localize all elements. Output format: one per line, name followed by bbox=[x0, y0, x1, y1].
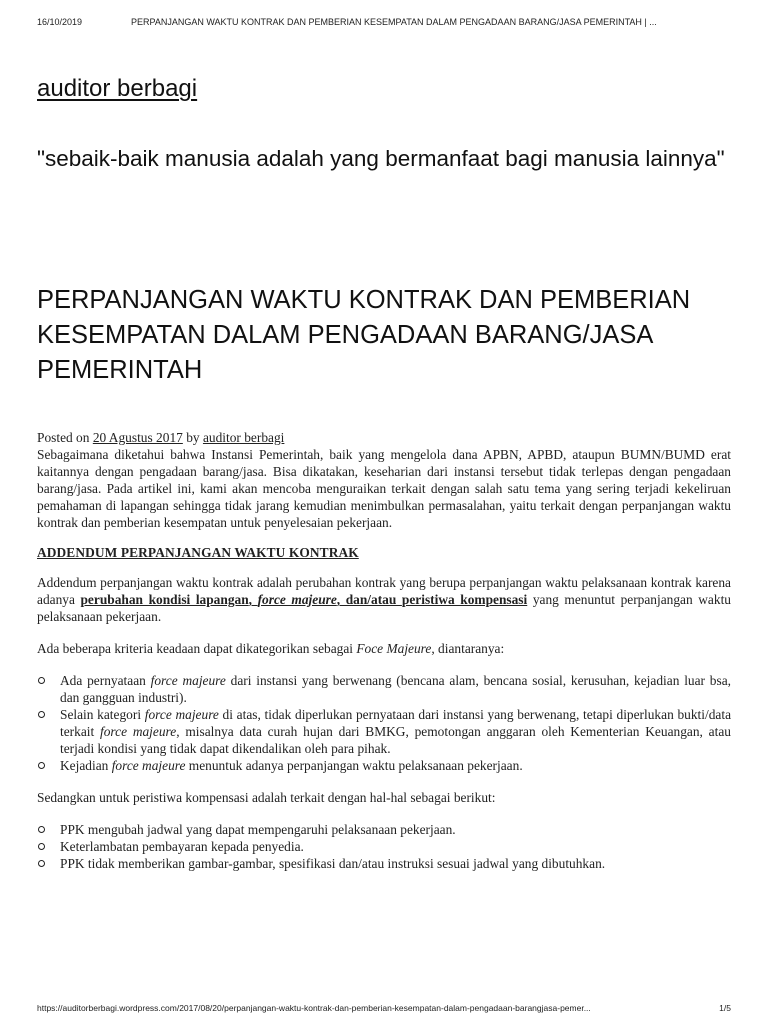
item-text: PPK tidak memberikan gambar-gambar, spesifikasi dan/atau instruksi sesuai jadwal yang dibutuhkan. bbox=[60, 856, 606, 871]
item-text: Kejadian bbox=[60, 758, 112, 773]
post-date-link[interactable]: 20 Agustus 2017 bbox=[92, 430, 183, 445]
post-title: PERPANJANGAN WAKTU KONTRAK DAN PEMBERIAN KESEMPATAN DALAM PENGADAAN BARANG/JASA PEMERINTAH bbox=[37, 286, 691, 384]
addendum-separator-2: , dan/atau bbox=[336, 592, 402, 607]
site-tagline: "sebaik-baik manusia adalah yang bermanfaat bagi manusia lainnya" bbox=[37, 146, 725, 171]
list-item bbox=[37, 838, 731, 855]
addendum-paragraph bbox=[37, 574, 731, 625]
link-perubahan-kondisi-lapangan[interactable]: perubahan kondisi lapangan bbox=[80, 592, 249, 607]
circle-bullet-icon bbox=[38, 826, 45, 833]
list-item bbox=[37, 855, 731, 872]
print-document-title: PERPANJANGAN WAKTU KONTRAK DAN PEMBERIAN KESEMPATAN DALAM PENGADAAN BARANG/JASA PEMERINTAH | ... bbox=[131, 17, 657, 27]
addendum-separator-1: , bbox=[248, 592, 258, 607]
compensation-list bbox=[37, 821, 731, 872]
item-text: Keterlambatan pembayaran kepada penyedia. bbox=[60, 839, 304, 854]
site-title-link[interactable]: auditor berbagi bbox=[37, 75, 198, 102]
print-header bbox=[37, 17, 731, 27]
list-item bbox=[37, 706, 731, 757]
circle-bullet-icon bbox=[38, 677, 45, 684]
item-text: di atas, tidak diperlukan pernyataan dari instansi yang berwenang, tetapi diperlukan bukti/data terkait bbox=[60, 707, 732, 739]
item-italic: force majeure bbox=[144, 707, 219, 722]
print-url: https://auditorberbagi.wordpress.com/2017/08/20/perpanjangan-waktu-kontrak-dan-pemberian-kesempatan-dalam-pengadaan-barangjasa-pemer... bbox=[37, 1003, 591, 1013]
item-italic: force majeure bbox=[111, 758, 186, 773]
criteria-intro-before: Ada beberapa kriteria keadaan dapat dikategorikan sebagai bbox=[37, 641, 357, 656]
compensation-intro: Sedangkan untuk peristiwa kompensasi adalah terkait dengan hal-hal sebagai berikut: bbox=[37, 790, 496, 805]
criteria-intro bbox=[37, 640, 731, 657]
circle-bullet-icon bbox=[38, 860, 45, 867]
circle-bullet-icon bbox=[38, 762, 45, 769]
link-force-majeure[interactable]: force majeure bbox=[257, 592, 337, 607]
list-item bbox=[37, 821, 731, 838]
item-text: PPK mengubah jadwal yang dapat mempengaruhi pelaksanaan pekerjaan. bbox=[60, 822, 456, 837]
criteria-intro-italic: Foce Majeure bbox=[356, 641, 432, 656]
print-page-number: 1/5 bbox=[719, 1003, 731, 1013]
intro-paragraph: Sebagaimana diketahui bahwa Instansi Pemerintah, baik yang mengelola dana APBN, APBD, ataupun BUMN/BUMD erat kaitannya dengan pengadaan barang/jasa. Bisa dikatakan, keseharian dari instansi tersebut tidak terlepas dengan pengadaan barang/jasa. Pada artikel ini, kami akan mencoba menguraikan terkait dengan salah satu tema yang sering terjadi kekeliruan pemahaman di lapangan sehingga tidak jarang kemudian menimbulkan permasalahan, yaitu terkait dengan perpanjangan waktu kontrak dan pemberian kesempatan untuk penyelesaian pekerjaan. bbox=[37, 447, 731, 530]
post-meta bbox=[37, 429, 731, 446]
item-text: menuntuk adanya perpanjangan waktu pelaksanaan pekerjaan. bbox=[185, 758, 523, 773]
link-peristiwa-kompensasi[interactable]: peristiwa kompensasi bbox=[401, 592, 528, 607]
section-heading: ADDENDUM PERPANJANGAN WAKTU KONTRAK bbox=[37, 545, 359, 560]
item-text: dari instansi yang berwenang (bencana alam, bencana sosial, kerusuhan, kejadian luar bsa, dan gangguan industri). bbox=[60, 673, 731, 705]
list-item bbox=[37, 757, 731, 774]
posted-on-label: Posted on bbox=[37, 430, 90, 445]
list-item bbox=[37, 672, 731, 706]
by-label: by bbox=[186, 430, 200, 445]
circle-bullet-icon bbox=[38, 711, 45, 718]
addendum-text-after: yang menuntut perpanjangan waktu pelaksanaan pekerjaan. bbox=[37, 592, 731, 624]
author-link[interactable]: auditor berbagi bbox=[202, 430, 285, 445]
item-text: Selain kategori bbox=[60, 707, 145, 722]
addendum-text-before: Addendum perpanjangan waktu kontrak adalah perubahan kontrak yang berupa perpanjangan waktu pelaksanaan kontrak karena adanya bbox=[37, 575, 731, 607]
post-content bbox=[37, 429, 731, 887]
print-footer bbox=[37, 1003, 731, 1013]
circle-bullet-icon bbox=[38, 843, 45, 850]
item-text: Ada pernyataan bbox=[60, 673, 151, 688]
criteria-intro-after: , diantaranya: bbox=[431, 641, 505, 656]
item-italic: force majeure bbox=[100, 724, 177, 739]
item-italic: force majeure bbox=[150, 673, 226, 688]
item-text: , misalnya data curah hujan dari BMKG, pemotongan anggaran oleh Kementerian Keuangan, atau terjadi kondisi yang tidak dapat dikendalikan oleh para pihak. bbox=[60, 724, 731, 756]
print-date: 16/10/2019 bbox=[37, 17, 83, 27]
criteria-list bbox=[37, 672, 731, 774]
